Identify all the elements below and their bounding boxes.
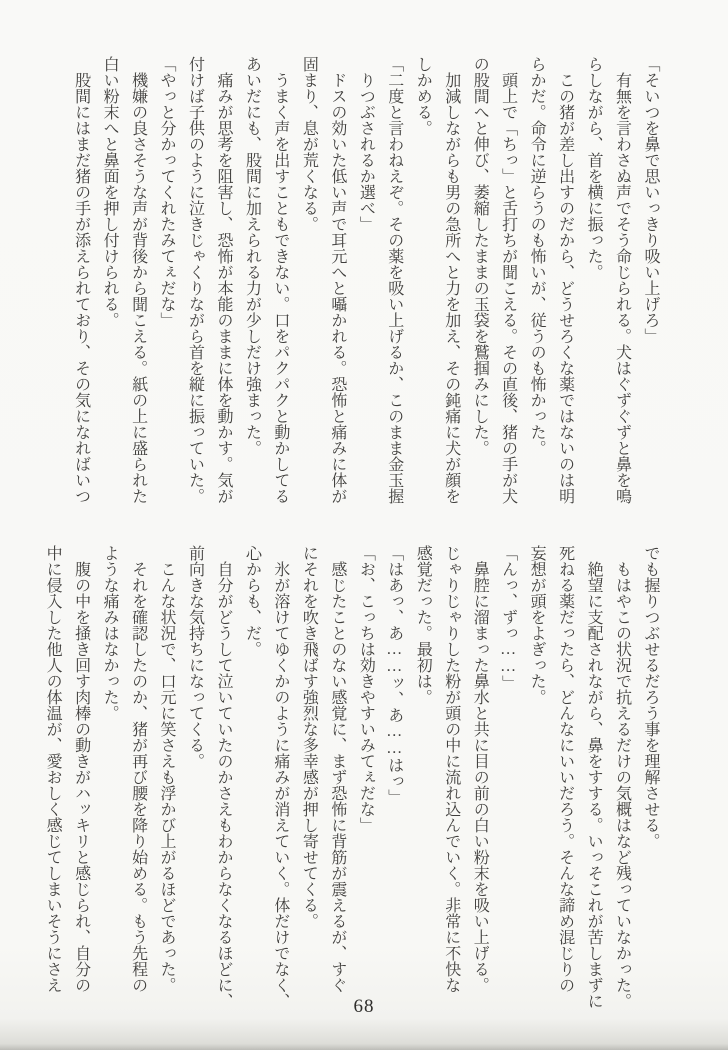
text-column: 「お、こっちは効きやすいみてぇだな」 xyxy=(357,545,375,833)
text-column: 氷が溶けてゆくかのように痛みが消えていく。体だけでなく、 xyxy=(271,561,289,1009)
text-column: 心からも、だ。 xyxy=(243,545,261,657)
text-column: 「やっと分かってくれたみてぇだな」 xyxy=(158,56,176,328)
text-column: 中に侵入した他人の体温が、愛おしく感じてしまいそうにさえ xyxy=(44,545,62,993)
text-block-bottom xyxy=(38,545,664,1017)
text-column: らしながら、首を横に振った。 xyxy=(585,56,603,280)
text-column: もはやこの状況で抗えるだけの気概はなど残っていなかった。 xyxy=(613,561,631,1009)
text-column: 「はあっ、あ……ッ、あ……はっ」 xyxy=(385,545,403,805)
text-column: 感覚だった。最初は。 xyxy=(414,545,432,705)
text-column: 妄想が頭をよぎった。 xyxy=(528,545,546,705)
text-column: 加減しながらも男の急所へと力を加え、その鈍痛に犬が顔を xyxy=(442,72,460,504)
text-column: 「二度と言わねえぞ。その薬を吸い上げるか、このまま金玉握 xyxy=(385,56,403,504)
text-column: 腹の中を掻き回す肉棒の動きがハッキリと感じられ、自分の xyxy=(72,561,90,993)
text-column: じゃりじゃりした粉が頭の中に流れ込んでいく。非常に不快な xyxy=(442,545,460,993)
page-number: 68 xyxy=(353,996,375,1017)
text-column: あいだにも、股間に加えられる力が少しだけ強まった。 xyxy=(243,56,261,456)
text-column: 白い粉末へと鼻面を押し付けられる。 xyxy=(101,56,119,328)
text-column: 死ねる薬だったら、どんなにいいだろう。そんな諦め混じりの xyxy=(556,545,574,993)
text-column: らかだ。命令に逆らうのも怖いが、従うのも怖かった。 xyxy=(528,56,546,456)
text-column: 痛みが思考を阻害し、恐怖が本能のままに体を動かす。気が xyxy=(214,72,232,504)
text-column: 感じたことのない感覚に、まず恐怖に背筋が震えるが、すぐ xyxy=(328,561,346,993)
text-column: 「んっ、ずっ……」 xyxy=(499,545,517,691)
text-column: でも握りつぶせるだろう事を理解させる。 xyxy=(642,545,659,849)
text-column: ドスの効いた低い声で耳元へと囁かれる。恐怖と痛みに体が xyxy=(328,72,346,504)
text-column: 自分がどうして泣いていたのかさえもわからなくなるほどに、 xyxy=(214,561,232,1009)
text-column: しかめる。 xyxy=(414,56,432,136)
text-column: 鼻腔に溜まった鼻水と共に目の前の白い粉末を吸い上げる。 xyxy=(471,561,489,993)
text-column: 頭上で「ちっ」と舌打ちが聞こえる。その直後、猪の手が犬 xyxy=(499,72,517,504)
text-column: 「そいつを鼻で思いっきり吸い上げろ」 xyxy=(642,56,659,344)
text-column: 付けば子供のように泣きじゃくりながら首を縦に振っていた。 xyxy=(186,56,204,504)
text-column: この猪が差し出すのだから、どうせろくな薬ではないのは明 xyxy=(556,72,574,504)
text-column: にそれを吹き飛ばす強烈な多幸感が押し寄せてくる。 xyxy=(300,545,318,929)
text-column: 絶望に支配されながら、鼻をすする。いっそこれが苦しまずに xyxy=(585,561,603,1009)
text-column: 股間にはまだ猪の手が添えられており、その気になればいつ xyxy=(72,72,90,504)
text-column: 有無を言わさぬ声でそう命じられる。犬はぐずぐずと鼻を鳴 xyxy=(613,72,631,504)
text-column: うまく声を出すこともできない。口をパクパクと動かしてる xyxy=(271,72,289,504)
text-column: ような痛みはなかった。 xyxy=(101,545,119,721)
text-column: 機嫌の良さそうな声が背後から聞こえる。紙の上に盛られた xyxy=(129,72,147,504)
text-column: の股間へと伸び、萎縮したままの玉袋を鷲掴みにした。 xyxy=(471,56,489,456)
text-column: 固まり、息が荒くなる。 xyxy=(300,56,318,232)
text-column: りつぶされるか選べ」 xyxy=(357,72,375,232)
text-column: それを確認したのか、猪が再び腰を降り始める。もう先程の xyxy=(129,561,147,993)
text-column: こんな状況で、口元に笑さえも浮かび上がるほどであった。 xyxy=(158,561,176,993)
text-block-top xyxy=(66,56,664,538)
text-column: 前向きな気持ちになってくる。 xyxy=(186,545,204,769)
